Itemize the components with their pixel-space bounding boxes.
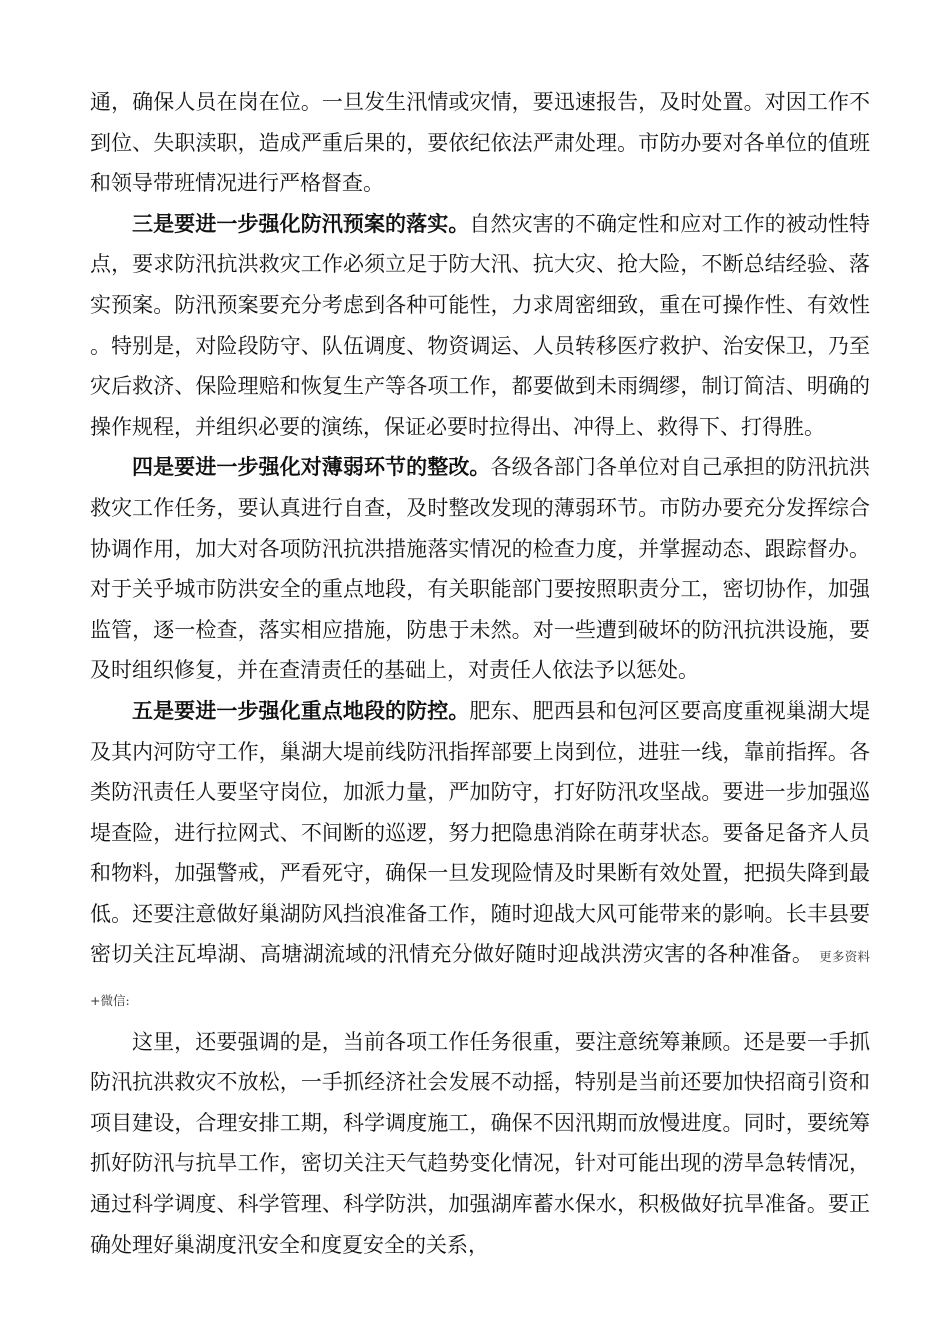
paragraph-text: 这里，还要强调的是，当前各项工作任务很重，要注意统筹兼顾。还是要一手抓防汛抗洪救灾不放松，一手抓经济社会发展不动摇，特别是当前还要加快招商引资和项目建设，合理安排工期，科学调度施工，确保不因汛期而放慢进度。同时，要统筹抓好防汛与抗旱工作，密切关注天气趋势变化情况，针对可能出现的涝旱急转情况，通过科学调度、科学管理、科学防洪，加强湖库蓄水保水，积极做好抗旱准备。要正确处理好巢湖度汛安全和度夏安全的关系，: [90, 1029, 870, 1257]
inline-note: 更多资料 +微信:: [90, 949, 870, 1009]
paragraph-weak-links: [90, 447, 870, 691]
paragraph-text: 自然灾害的不确定性和应对工作的被动性特点，要求防汛抗洪救灾工作必须立足于防大汛、抗大灾、抢大险，不断总结经验、落实预案。防汛预案要充分考虑到各种可能性，力求周密细致，重在可操作性、有效性。特别是，对险段防守、队伍调度、物资调运、人员转移医疗救护、治安保卫，乃至灾后救济、保险理赔和恢复生产等各项工作，都要做到未雨绸缪，制订简洁、明确的操作规程，并组织必要的演练，保证必要时拉得出、冲得上、救得下、打得胜。: [90, 211, 871, 439]
paragraph-text: 各级各部门各单位对自己承担的防汛抗洪救灾工作任务，要认真进行自查，及时整改发现的薄弱环节。市防办要充分发挥综合协调作用，加大对各项防汛抗洪措施落实情况的检查力度，并掌握动态、跟踪督办。对于关乎城市防洪安全的重点地段，有关职能部门要按照职责分工，密切协作，加强监管，逐一检查，落实相应措施，防患于未然。对一些遭到破坏的防汛抗洪设施，要及时组织修复，并在查清责任的基础上，对责任人依法予以惩处。: [90, 455, 870, 683]
paragraph-overall-planning: [90, 1022, 870, 1266]
document-body: [90, 82, 870, 1265]
paragraph-lead: 四是要进一步强化对薄弱环节的整改。: [132, 454, 491, 480]
paragraph-lead: 五是要进一步强化重点地段的防控。: [132, 697, 470, 723]
paragraph-plan-implementation: [90, 204, 870, 448]
paragraph-text: 肥东、肥西县和包河区要高度重视巢湖大堤及其内河防守工作，巢湖大堤前线防汛指挥部要上岗到位，进驻一线，靠前指挥。各类防汛责任人要坚守岗位，加派力量，严加防守，打好防汛攻坚战。要进一步加强巡堤查险，进行拉网式、不间断的巡逻，努力把隐患消除在萌芽状态。要备足备齐人员和物料，加强警戒，严看死守，确保一旦发现险情及时果断有效处置，把损失降到最低。还要注意做好巢湖防风挡浪准备工作，随时迎战大风可能带来的影响。长丰县要密切关注瓦埠湖、高塘湖流域的汛情充分做好随时迎战洪涝灾害的各种准备。: [90, 698, 871, 967]
paragraph-text: 通，确保人员在岗在位。一旦发生汛情或灾情，要迅速报告，及时处置。对因工作不到位、失职渎职，造成严重后果的，要依纪依法严肃处理。市防办要对各单位的值班和领导带班情况进行严格督查。: [90, 90, 870, 196]
paragraph-lead: 三是要进一步强化防汛预案的落实。: [132, 210, 470, 236]
paragraph-continuation: [90, 82, 870, 204]
paragraph-key-areas: [90, 691, 870, 1022]
